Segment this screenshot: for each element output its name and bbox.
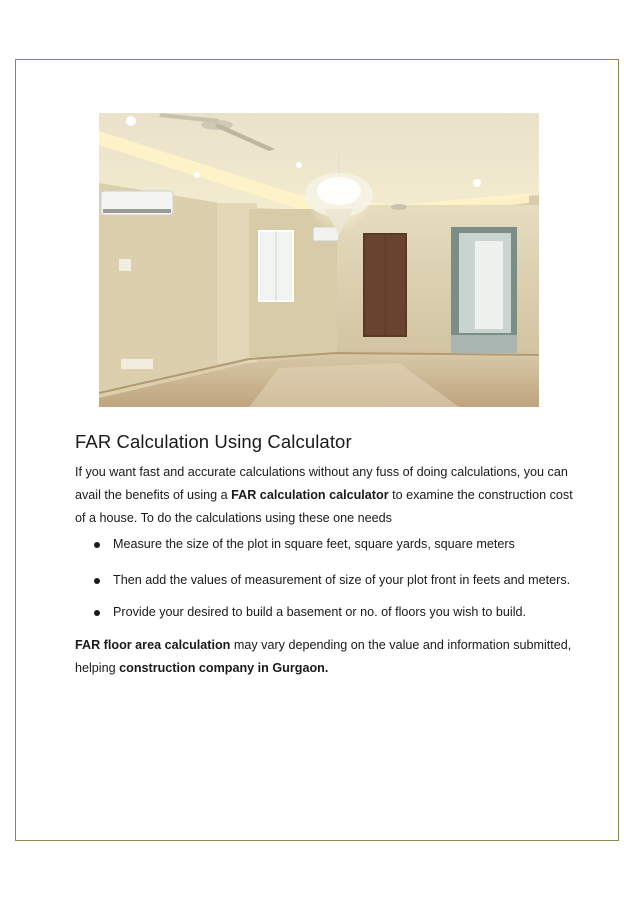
closing-bold-link: construction company in Gurgaon. bbox=[119, 661, 329, 675]
intro-bold-term: FAR calculation calculator bbox=[231, 488, 389, 502]
section-title: FAR Calculation Using Calculator bbox=[75, 431, 352, 452]
bullet-icon bbox=[94, 610, 100, 616]
bullet-icon bbox=[94, 578, 100, 584]
closing-text: may vary depending on the value and information submitted, helping bbox=[75, 638, 572, 675]
list-item bbox=[113, 537, 515, 551]
bullet-icon bbox=[94, 542, 100, 548]
closing-bold-term: FAR floor area calculation bbox=[75, 638, 231, 652]
room-photo bbox=[99, 113, 539, 407]
list-item bbox=[113, 605, 526, 619]
list-item-text: Measure the size of the plot in square feet, square yards, square meters bbox=[113, 537, 515, 551]
intro-text-1: If you want fast and accurate calculations without any fuss of doing calculations, you can avail the benefits of using a bbox=[75, 465, 568, 502]
intro-paragraph bbox=[75, 461, 575, 530]
list-item-text: Then add the values of measurement of size of your plot front in feets and meters. bbox=[113, 573, 571, 587]
intro-text-2: to examine the construction cost of a house. To do the calculations using these one needs bbox=[75, 488, 573, 525]
list-item bbox=[113, 573, 570, 587]
list-item-text: Provide your desired to build a basement or no. of floors you wish to build. bbox=[113, 605, 527, 619]
closing-paragraph bbox=[75, 634, 575, 680]
